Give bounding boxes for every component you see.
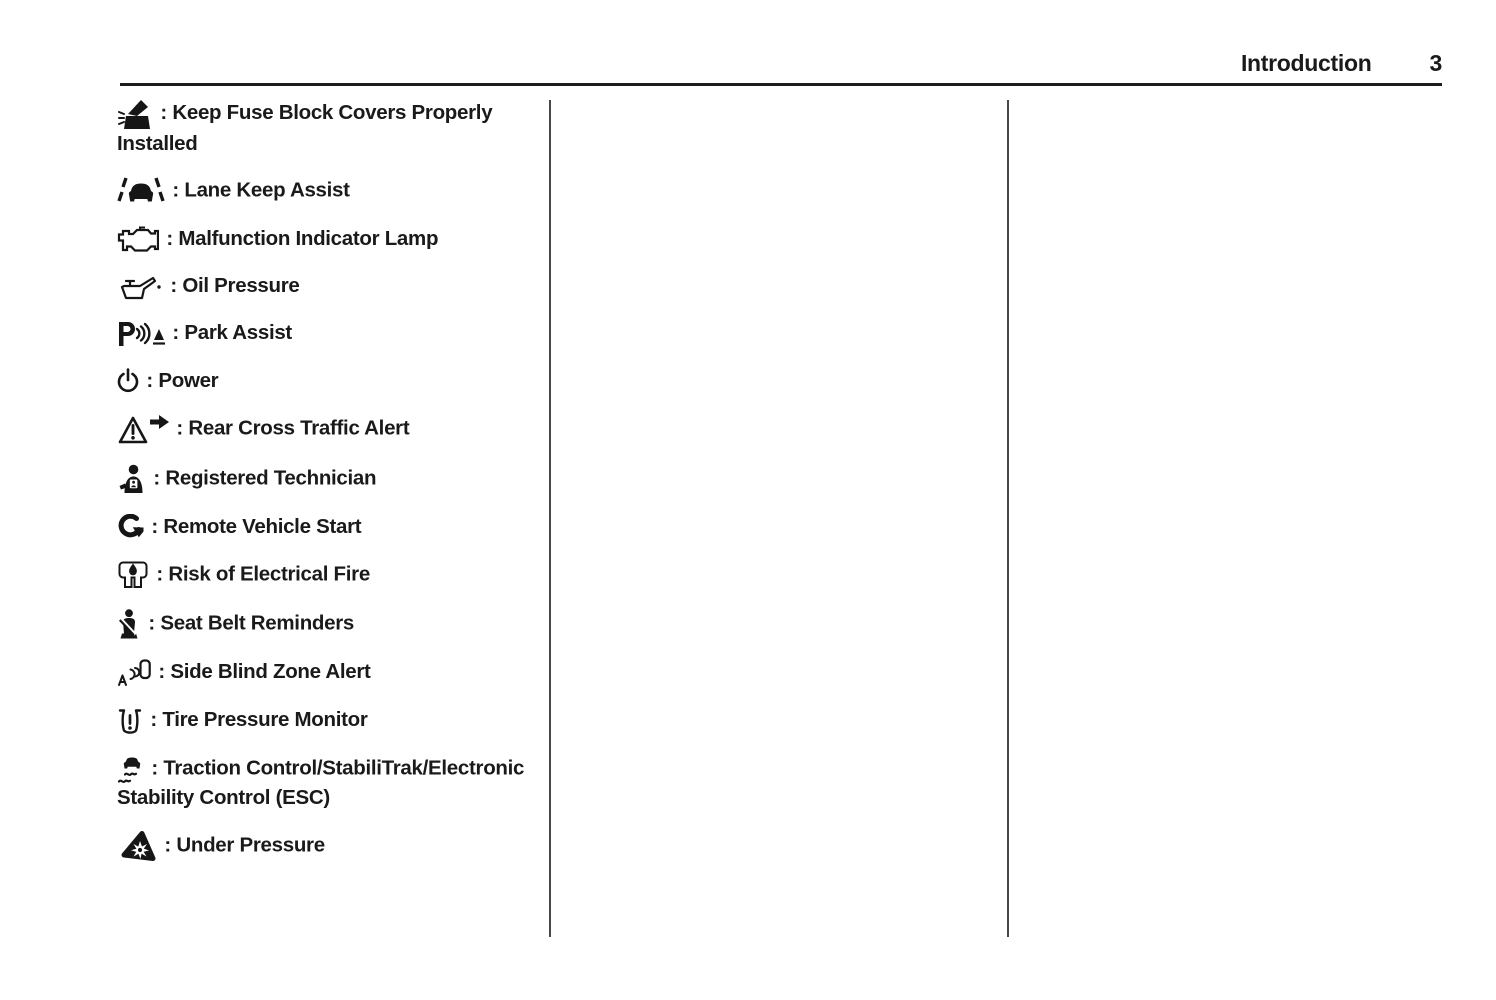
symbol-label: Power xyxy=(158,368,219,392)
symbol-label: Rear Cross Traffic Alert xyxy=(188,416,410,440)
separator-colon: : xyxy=(167,321,179,345)
empty-column-right xyxy=(1018,100,1442,937)
symbol-definition-item xyxy=(117,367,555,395)
symbol-label: Tire Pressure Monitor xyxy=(162,707,368,731)
tire-pressure-monitor-icon xyxy=(117,707,143,735)
separator-colon: : xyxy=(146,515,158,539)
side-blind-zone-alert-icon xyxy=(117,659,151,687)
fuse-block-cover-icon xyxy=(117,97,153,130)
column-divider-right xyxy=(1007,100,1009,937)
symbol-label: Under Pressure xyxy=(176,832,325,856)
power-icon xyxy=(117,368,139,394)
symbol-definition-item xyxy=(117,413,555,445)
separator-colon: : xyxy=(145,707,157,731)
symbol-label: Park Assist xyxy=(184,321,292,345)
symbol-definition-item xyxy=(117,97,555,157)
risk-of-electrical-fire-icon xyxy=(117,560,149,590)
symbol-label: Traction Control/StabiliTrak/Electronic Stability Control (ESC) xyxy=(117,755,525,809)
separator-colon: : xyxy=(167,178,179,202)
symbol-label: Lane Keep Assist xyxy=(184,178,350,202)
separator-colon: : xyxy=(161,227,173,250)
symbol-definition-item xyxy=(117,830,555,862)
symbol-definition-item xyxy=(117,319,555,348)
symbol-label: Risk of Electrical Fire xyxy=(168,562,370,586)
symbol-definition-item xyxy=(117,658,555,687)
symbol-definition-item xyxy=(117,225,555,253)
registered-technician-icon xyxy=(117,464,146,494)
park-assist-icon xyxy=(117,320,165,348)
symbol-label: Oil Pressure xyxy=(182,274,300,298)
symbol-label: Remote Vehicle Start xyxy=(163,515,362,539)
lane-keep-assist-icon xyxy=(117,176,165,206)
malfunction-indicator-lamp-icon xyxy=(117,226,159,253)
symbol-definition-item xyxy=(117,754,555,811)
rear-cross-traffic-alert-icon xyxy=(117,413,169,445)
separator-colon: : xyxy=(155,100,167,124)
separator-colon: : xyxy=(143,611,155,635)
symbol-label: Keep Fuse Block Covers Properly Installed xyxy=(117,100,493,155)
separator-colon: : xyxy=(165,274,177,298)
separator-colon: : xyxy=(151,562,163,586)
symbol-definition-item xyxy=(117,513,555,541)
separator-colon: : xyxy=(141,368,153,392)
symbol-definition-item xyxy=(117,176,555,206)
symbol-definition-item xyxy=(117,464,555,494)
separator-colon: : xyxy=(171,416,183,440)
symbol-label: Malfunction Indicator Lamp xyxy=(178,227,439,250)
seat-belt-reminders-icon xyxy=(117,609,141,639)
symbol-definition-list xyxy=(117,97,555,881)
separator-colon: : xyxy=(153,660,165,684)
page-header xyxy=(120,50,1442,77)
symbol-definition-item xyxy=(117,560,555,590)
chapter-title: Introduction xyxy=(1240,50,1372,76)
symbol-definition-item xyxy=(117,706,555,735)
symbol-label: Seat Belt Reminders xyxy=(160,611,355,635)
header-rule xyxy=(120,83,1442,86)
symbol-label: Side Blind Zone Alert xyxy=(170,660,371,684)
remote-vehicle-start-icon xyxy=(117,514,144,541)
page-number: 3 xyxy=(1429,50,1442,76)
symbol-label: Registered Technician xyxy=(165,466,377,490)
separator-colon: : xyxy=(146,755,158,779)
separator-colon: : xyxy=(159,832,171,856)
oil-pressure-icon xyxy=(117,273,163,300)
separator-colon: : xyxy=(148,466,160,490)
symbol-definition-item xyxy=(117,609,555,639)
traction-control-icon xyxy=(117,754,144,784)
empty-column-middle xyxy=(560,100,997,937)
under-pressure-icon xyxy=(117,830,157,862)
symbol-definition-item xyxy=(117,272,555,300)
